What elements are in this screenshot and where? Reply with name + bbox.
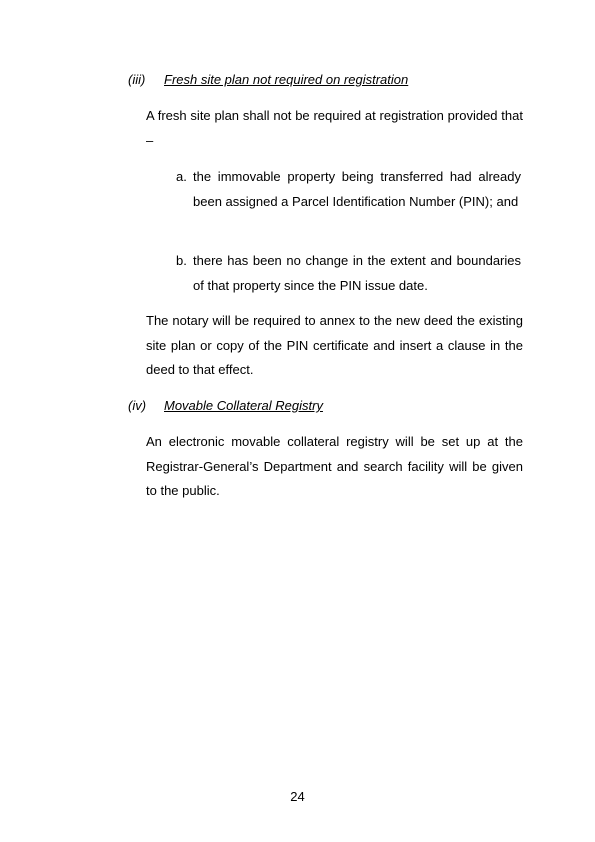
page-number: 24 — [290, 789, 305, 804]
list-item-b-text: there has been no change in the extent and boundaries of that property since the PIN issue date. — [193, 253, 521, 293]
section-iii-closing: The notary will be required to annex to the new deed the existing site plan or copy of the PIN certificate and insert a clause in the deed to that effect. — [146, 313, 523, 377]
section-iii-title: Fresh site plan not required on registration — [164, 72, 409, 87]
section-iii-heading — [128, 72, 408, 88]
list-item-a-marker: a. — [176, 169, 187, 184]
section-iv-number: (iv) — [128, 398, 147, 413]
list-item-b-marker: b. — [176, 253, 187, 268]
list-item-b — [176, 249, 521, 298]
section-iii-number: (iii) — [128, 72, 146, 87]
list-item-a — [176, 165, 521, 214]
section-iv-heading — [128, 398, 323, 414]
section-iv-title: Movable Collateral Registry — [164, 398, 323, 413]
section-iii-intro: A fresh site plan shall not be required at registration provided that – — [146, 108, 523, 148]
list-item-a-text: the immovable property being transferred had already been assigned a Parcel Identification Number (PIN); and — [193, 169, 521, 209]
section-iv-body: An electronic movable collateral registry will be set up at the Registrar-General’s Department and search facility will be given to the public. — [146, 434, 523, 498]
